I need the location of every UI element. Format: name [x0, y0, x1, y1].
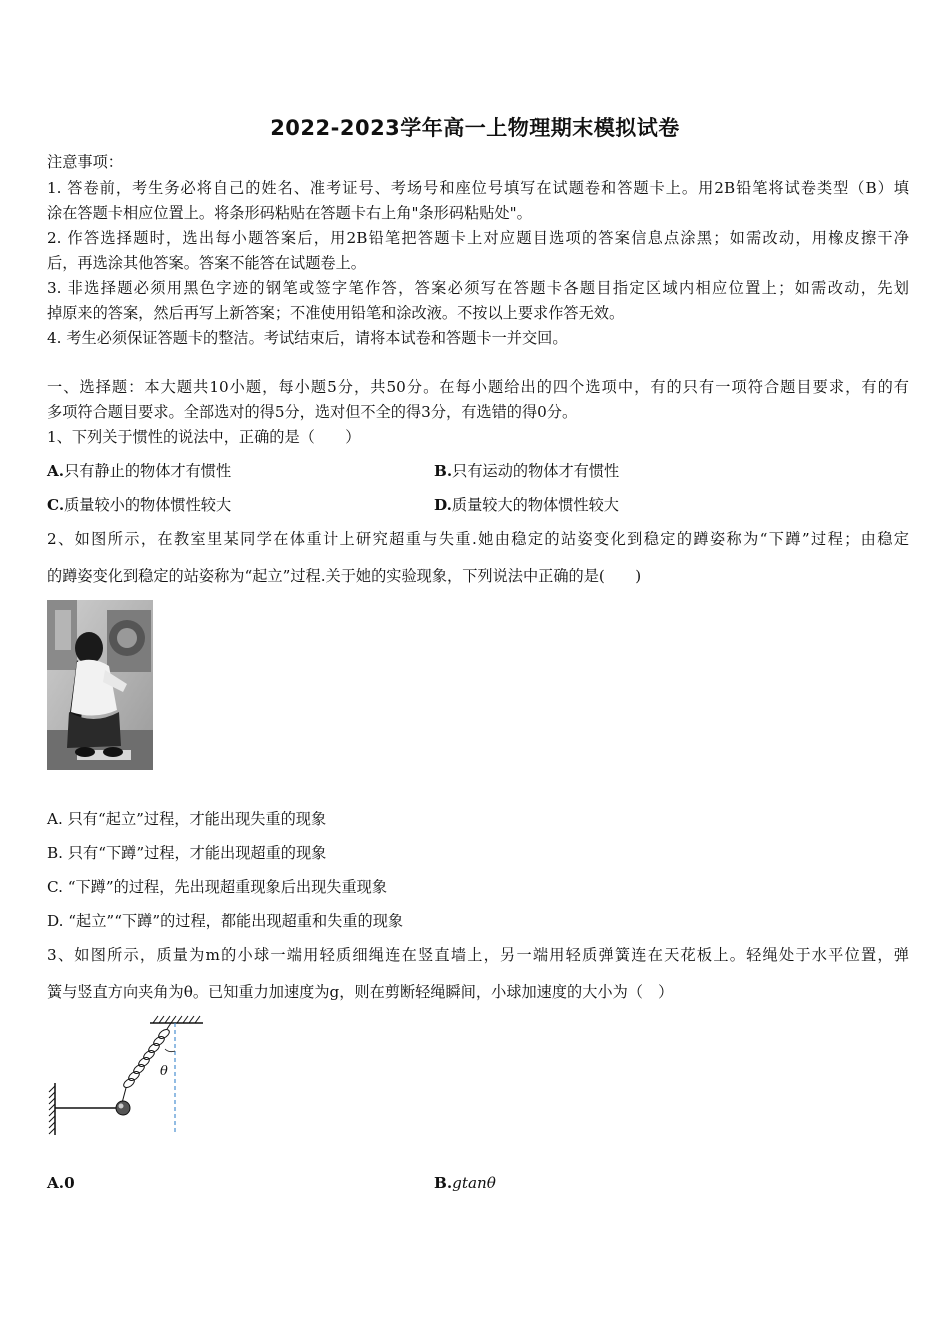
- q3-stem-line-2: 簧与竖直方向夹角为θ。已知重力加速度为g，则在剪断轻绳瞬间，小球加速度的大小为（ ）: [47, 983, 674, 1001]
- spring-ball-diagram: [45, 1013, 210, 1138]
- notice-line-7: 4. 考生必须保证答题卡的整洁。考试结束后，请将本试卷和答题卡一并交回。: [47, 329, 568, 347]
- student-on-scale-photo: [47, 600, 153, 770]
- q2-stem-line-1: 2、如图所示，在教室里某同学在体重计上研究超重与失重.她由稳定的站姿变化到稳定的蹲姿称为“下蹲”过程；由稳定: [47, 530, 909, 548]
- q3-stem-line-1: 3、如图所示，质量为m的小球一端用轻质细绳连在竖直墙上，另一端用轻质弹簧连在天花板上。轻绳处于水平位置，弹: [47, 946, 909, 964]
- q2-option-a: A. 只有“起立”过程，才能出现失重的现象: [47, 810, 327, 828]
- q1-option-c: C.质量较小的物体惯性较大: [47, 496, 232, 514]
- q1-stem: 1、下列关于惯性的说法中，正确的是（ ）: [47, 428, 361, 446]
- q2-stem-line-2: 的蹲姿变化到稳定的站姿称为“起立”过程.关于她的实验现象，下列说法中正确的是( ): [47, 567, 642, 585]
- notice-line-1: 1. 答卷前，考生务必将自己的姓名、准考证号、考场号和座位号填写在试题卷和答题卡上。用2B铅笔将试卷类型（B）填: [47, 179, 909, 197]
- q1-option-d: D.质量较大的物体惯性较大: [434, 496, 619, 514]
- q2-option-d: D. “起立”“下蹲”的过程，都能出现超重和失重的现象: [47, 912, 404, 930]
- q3-option-b: B.gtanθ: [434, 1174, 496, 1192]
- section-intro-line-1: 一、选择题：本大题共10小题，每小题5分，共50分。在每小题给出的四个选项中，有的只有一项符合题目要求，有的有: [47, 378, 909, 396]
- q3-option-a: A.0: [47, 1174, 75, 1192]
- q2-option-b: B. 只有“下蹲”过程，才能出现超重的现象: [47, 844, 327, 862]
- notice-line-5: 3. 非选择题必须用黑色字迹的钢笔或签字笔作答，答案必须写在答题卡各题目指定区域内相应位置上；如需改动，先划: [47, 279, 909, 297]
- q2-option-c: C. “下蹲”的过程，先出现超重现象后出现失重现象: [47, 878, 388, 896]
- notice-heading: 注意事项：: [47, 153, 123, 171]
- section-intro-line-2: 多项符合题目要求。全部选对的得5分，选对但不全的得3分，有选错的得0分。: [47, 403, 578, 421]
- notice-line-6: 掉原来的答案，然后再写上新答案；不准使用铅笔和涂改液。不按以上要求作答无效。: [47, 304, 625, 322]
- exam-title: 2022-2023学年高一上物理期末模拟试卷: [270, 116, 680, 140]
- notice-line-4: 后，再选涂其他答案。答案不能答在试题卷上。: [47, 254, 366, 272]
- angle-theta-label: θ: [160, 1064, 168, 1079]
- notice-line-3: 2. 作答选择题时，选出每小题答案后，用2B铅笔把答题卡上对应题目选项的答案信息点涂黑；如需改动，用橡皮擦干净: [47, 229, 909, 247]
- q1-option-a: A.只有静止的物体才有惯性: [47, 462, 232, 480]
- notice-line-2: 涂在答题卡相应位置上。将条形码粘贴在答题卡右上角"条形码粘贴处"。: [47, 204, 532, 222]
- q1-option-b: B.只有运动的物体才有惯性: [434, 462, 620, 480]
